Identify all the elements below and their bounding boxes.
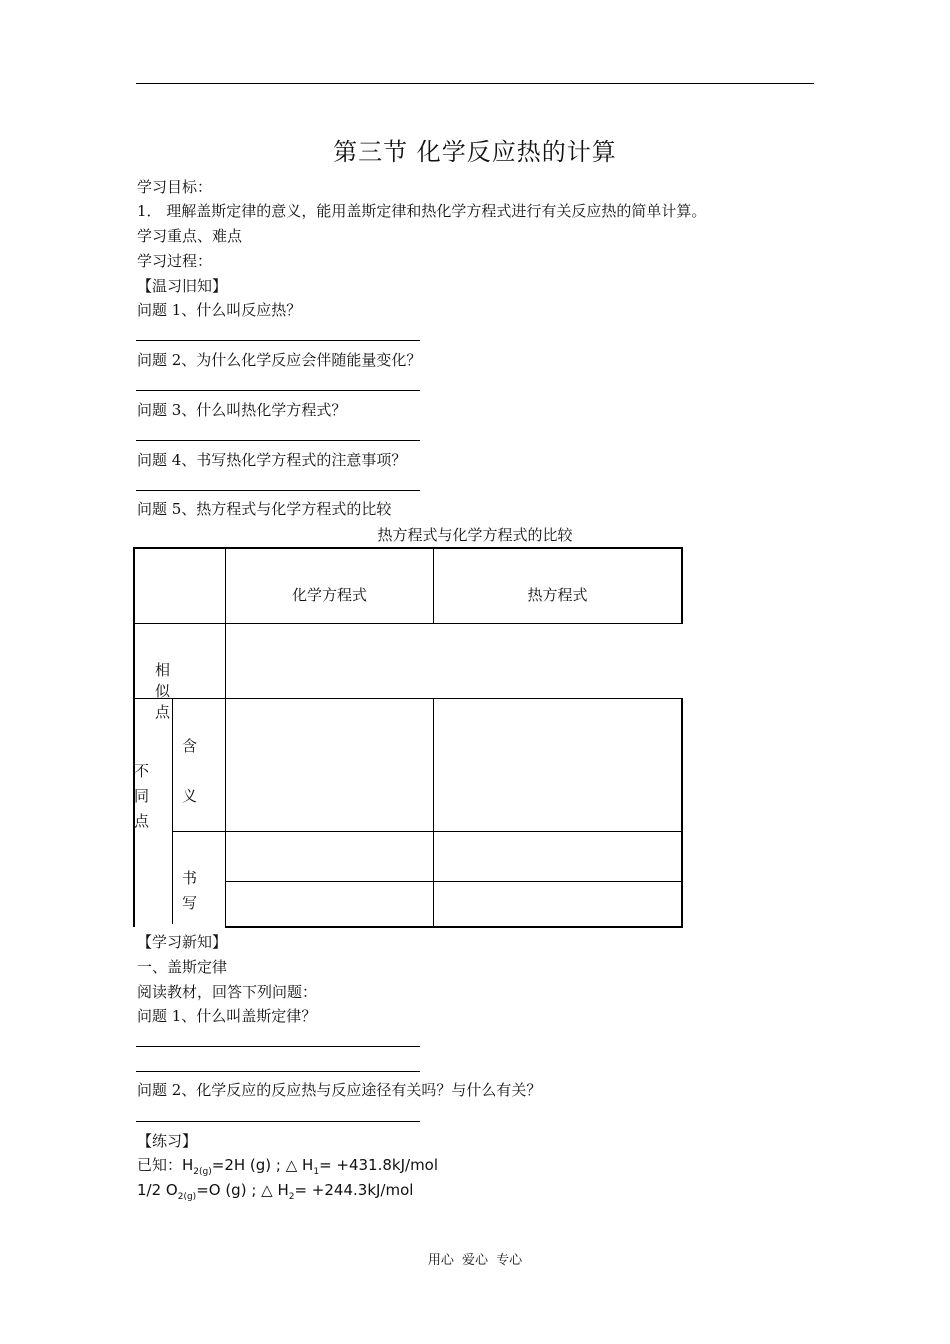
table-border-bottom	[225, 926, 683, 928]
header-rule	[136, 83, 814, 84]
hess-question-1: 问题 1、什么叫盖斯定律？	[137, 1007, 317, 1025]
subrow-meaning-2: 义	[182, 787, 198, 805]
table-rule	[133, 698, 683, 699]
answer-line-7	[136, 1121, 420, 1122]
question-1: 问题 1、什么叫反应热？	[137, 301, 302, 319]
subrow-writing-1: 书	[182, 869, 198, 887]
table-rule	[225, 881, 683, 882]
section-hess-law: 一、盖斯定律	[137, 958, 228, 976]
eq2-dh-subscript: 2	[288, 1192, 295, 1202]
table-border-right	[681, 547, 683, 623]
page-footer: 用心 爱心 专心	[427, 1253, 523, 1268]
table-rule	[433, 698, 434, 927]
equation-2	[137, 1180, 413, 1207]
eq1-h-subscript: 2(g)	[193, 1167, 212, 1177]
review-heading: 【温习旧知】	[137, 277, 228, 295]
read-textbook-instruction: 阅读教材，回答下列问题：	[137, 983, 318, 1001]
subrow-writing-2: 写	[182, 894, 198, 912]
question-3: 问题 3、什么叫热化学方程式？	[137, 401, 347, 419]
eq1-rhs: =2H (g) ; △ H	[211, 1156, 314, 1174]
table-border-left	[133, 547, 135, 927]
row-header-diff-2: 同	[134, 787, 150, 805]
eq1-h: H	[182, 1156, 194, 1174]
hess-question-2: 问题 2、化学反应的反应热与反应途径有关吗？与什么有关？	[137, 1081, 542, 1099]
row-header-diff-3: 点	[134, 812, 150, 830]
answer-line-4	[136, 490, 420, 491]
answer-line-3	[136, 440, 420, 441]
equation-1	[137, 1155, 438, 1182]
eq2-value: = +244.3kJ/mol	[294, 1181, 414, 1199]
eq2-prefix: 1/2 O	[137, 1181, 178, 1199]
table-border-top	[133, 547, 683, 549]
eq1-dh-subscript: 1	[313, 1167, 320, 1177]
table-rule	[172, 698, 173, 924]
given-prefix: 已知：	[137, 1156, 183, 1174]
table-caption: 热方程式与化学方程式的比较	[377, 526, 573, 544]
answer-line-6	[136, 1071, 420, 1072]
answer-line-2	[136, 390, 420, 391]
eq2-rhs: =O (g) ; △ H	[196, 1181, 289, 1199]
table-rule	[133, 623, 683, 624]
eq1-value: = +431.8kJ/mol	[319, 1156, 439, 1174]
process-label: 学习过程：	[137, 252, 213, 270]
question-2: 问题 2、为什么化学反应会伴随能量变化？	[137, 351, 422, 369]
table-rule	[172, 831, 683, 832]
col-header-thermo: 热方程式	[527, 586, 588, 604]
new-knowledge-heading: 【学习新知】	[137, 933, 228, 951]
subrow-meaning-1: 含	[182, 737, 198, 755]
page-title: 第三节 化学反应热的计算	[333, 138, 617, 166]
row-header-diff-1: 不	[134, 762, 150, 780]
col-header-chem: 化学方程式	[291, 586, 367, 604]
key-points-label: 学习重点、难点	[137, 227, 243, 245]
answer-line-5	[136, 1046, 420, 1047]
objective-1: 1． 理解盖斯定律的意义，能用盖斯定律和热化学方程式进行有关反应热的简单计算。	[137, 202, 707, 220]
row-header-similar: 相似点	[155, 661, 171, 721]
question-5: 问题 5、热方程式与化学方程式的比较	[137, 500, 392, 518]
eq2-o-subscript: 2(g)	[177, 1192, 197, 1202]
table-border-right	[681, 698, 683, 927]
question-4: 问题 4、书写热化学方程式的注意事项？	[137, 451, 407, 469]
objectives-label: 学习目标：	[137, 178, 213, 196]
practice-heading: 【练习】	[137, 1132, 198, 1150]
answer-line-1	[136, 340, 420, 341]
